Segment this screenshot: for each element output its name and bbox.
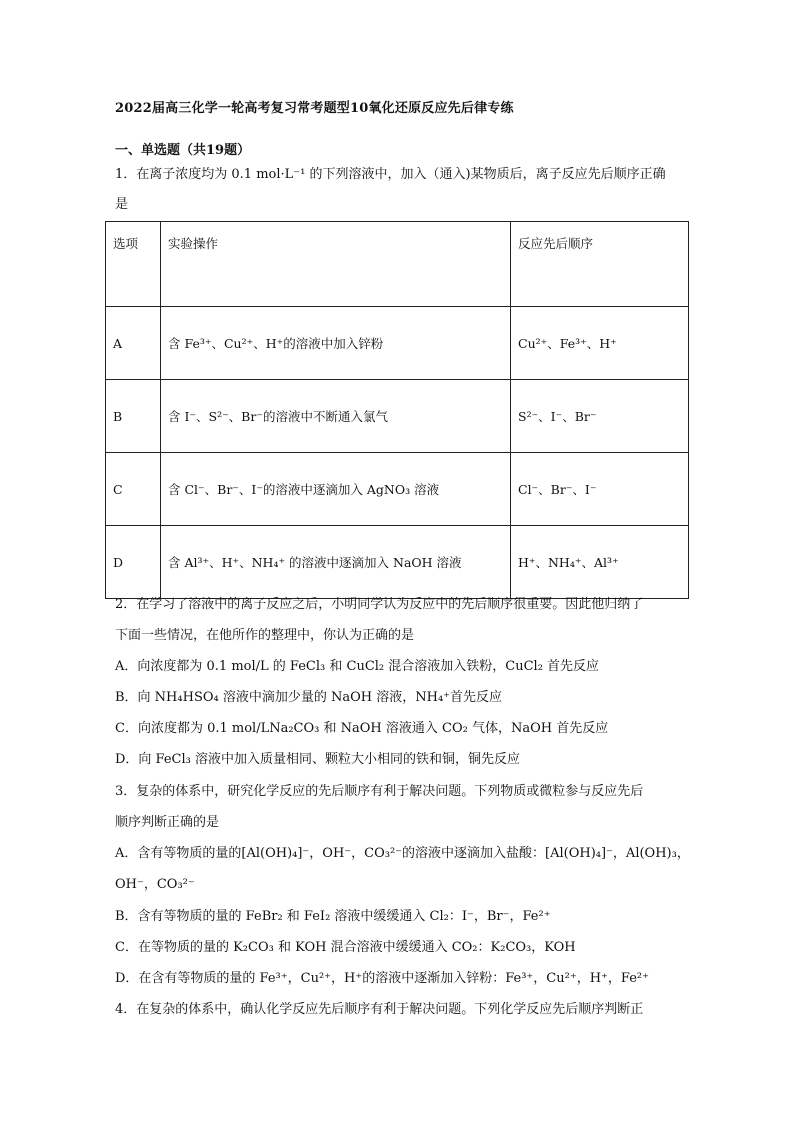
q1-options-table: [105, 221, 689, 599]
doc-title: 2022届高三化学一轮高考复习常考题型10氧化还原反应先后律专练: [115, 101, 514, 116]
row-order: Cu²⁺、Fe³⁺、H⁺: [511, 307, 689, 380]
row-option: A: [106, 307, 161, 380]
q2-stem-line2: 下面一些情况，在他所作的整理中，你认为正确的是: [115, 628, 415, 643]
row-operation: 含 Fe³⁺、Cu²⁺、H⁺的溶液中加入锌粉: [161, 307, 511, 380]
q1-stem-line2: 是: [115, 197, 129, 212]
q4-stem-line1: 4．在复杂的体系中，确认化学反应先后顺序有利于解决问题。下列化学反应先后顺序判断正: [115, 1002, 644, 1017]
row-order: Cl⁻、Br⁻、I⁻: [511, 453, 689, 526]
table-row: [106, 526, 689, 599]
q2-option-a: A．向浓度都为 0.1 mol/L 的 FeCl₃ 和 CuCl₂ 混合溶液加入铁粉，CuCl₂ 首先反应: [115, 659, 600, 674]
q2-option-d: D．向 FeCl₃ 溶液中加入质量相同、颗粒大小相同的铁和铜，铜先反应: [115, 752, 521, 767]
row-order: S²⁻、I⁻、Br⁻: [511, 380, 689, 453]
q3-stem-line2: 顺序判断正确的是: [115, 815, 220, 830]
q1-stem-line1: 1．在离子浓度均为 0.1 mol·L⁻¹ 的下列溶液中，加入（通入)某物质后，离子反应先后顺序正确: [115, 167, 666, 182]
row-option: C: [106, 453, 161, 526]
row-operation: 含 I⁻、S²⁻、Br⁻的溶液中不断通入氯气: [161, 380, 511, 453]
table-row: [106, 307, 689, 380]
header-order: 反应先后顺序: [511, 222, 689, 307]
header-option: 选项: [106, 222, 161, 307]
row-operation: 含 Cl⁻、Br⁻、I⁻的溶液中逐滴加入 AgNO₃ 溶液: [161, 453, 511, 526]
table-row: [106, 380, 689, 453]
row-option: D: [106, 526, 161, 599]
header-operation: 实验操作: [161, 222, 511, 307]
row-option: B: [106, 380, 161, 453]
q3-option-c: C．在等物质的量的 K₂CO₃ 和 KOH 混合溶液中缓缓通入 CO₂：K₂CO₃，KOH: [115, 940, 576, 955]
q3-option-b: B．含有等物质的量的 FeBr₂ 和 FeI₂ 溶液中缓缓通入 Cl₂：I⁻，Br⁻，Fe²⁺: [115, 909, 551, 924]
q3-stem-line1: 3．复杂的体系中，研究化学反应的先后顺序有利于解决问题。下列物质或微粒参与反应先后: [115, 784, 644, 799]
q3-option-a-line2: OH⁻，CO₃²⁻: [115, 877, 195, 892]
section-heading: 一、单选题（共19题）: [115, 143, 251, 158]
q2-option-b: B．向 NH₄HSO₄ 溶液中滴加少量的 NaOH 溶液，NH₄⁺首先反应: [115, 690, 503, 705]
row-operation: 含 Al³⁺、H⁺、NH₄⁺ 的溶液中逐滴加入 NaOH 溶液: [161, 526, 511, 599]
table-header-row: [106, 222, 689, 307]
q3-option-d: D．在含有等物质的量的 Fe³⁺，Cu²⁺，H⁺的溶液中逐渐加入锌粉：Fe³⁺，Cu²⁺，H⁺，Fe²⁺: [115, 971, 649, 986]
q3-option-a-line1: A．含有等物质的量的[Al(OH)₄]⁻，OH⁻，CO₃²⁻的溶液中逐滴加入盐酸：[Al(OH)₄]⁻，Al(OH)₃，: [115, 846, 690, 861]
q2-option-c: C．向浓度都为 0.1 mol/LNa₂CO₃ 和 NaOH 溶液通入 CO₂ 气体，NaOH 首先反应: [115, 721, 609, 736]
q2-stem-line1: 2．在学习了溶液中的离子反应之后，小明同学认为反应中的先后顺序很重要。因此他归纳了: [115, 597, 644, 612]
table-row: [106, 453, 689, 526]
row-order: H⁺、NH₄⁺、Al³⁺: [511, 526, 689, 599]
